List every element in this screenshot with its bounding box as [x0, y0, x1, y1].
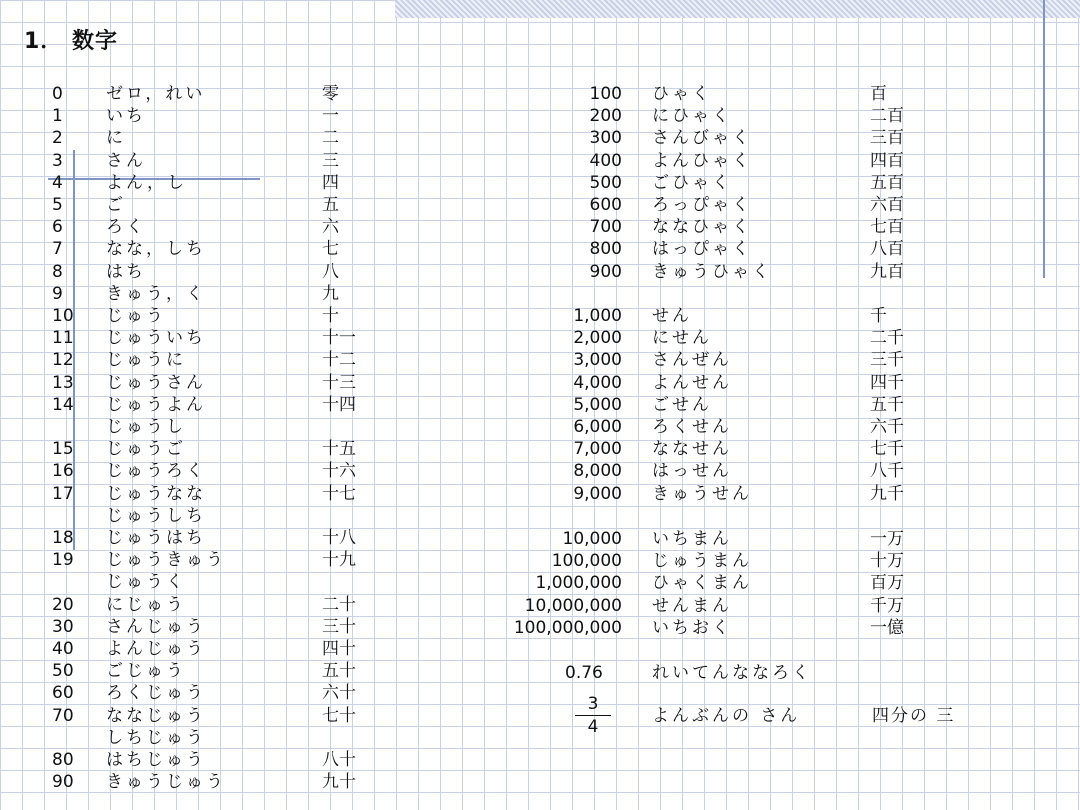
- row-kanji: 五十: [322, 661, 356, 682]
- row-reading: はっせん: [652, 461, 732, 482]
- row-reading: ひゃく: [652, 84, 712, 104]
- row-reading: じゅう: [106, 306, 166, 326]
- row-reading: じゅういち: [106, 328, 206, 349]
- row-kanji: 四十: [322, 639, 356, 659]
- row-number: 100,000,000: [513, 617, 622, 638]
- row-reading: ななせん: [652, 439, 732, 460]
- row-reading: さんびゃく: [652, 128, 752, 149]
- row-kanji: 十七: [322, 483, 356, 504]
- row-number: 600: [589, 195, 622, 215]
- fraction-bar: [575, 715, 611, 716]
- row-number: 1,000,000: [535, 573, 622, 594]
- row-kanji: 十五: [322, 439, 356, 460]
- row-kanji: 六十: [322, 683, 356, 704]
- row-kanji: 千万: [870, 595, 904, 616]
- row-kanji: 十四: [322, 394, 356, 415]
- row-number: 90: [52, 772, 74, 793]
- page-title: 1． 数字: [24, 29, 118, 54]
- row-reading: なな，しち: [106, 239, 206, 260]
- row-kanji: 四百: [870, 150, 904, 171]
- row-reading: じゅうしち: [106, 505, 206, 526]
- row-number: 6,000: [573, 417, 622, 437]
- row-kanji: 百万: [870, 573, 904, 594]
- row-kanji: 零: [322, 84, 339, 104]
- row-number: 1: [52, 106, 63, 127]
- row-reading: しちじゅう: [106, 727, 206, 748]
- row-reading: ろくせん: [652, 417, 732, 437]
- row-kanji: 九: [322, 283, 339, 304]
- decimal-value: 0.76: [565, 663, 603, 683]
- row-reading: じゅうきゅう: [106, 550, 226, 571]
- row-number: 2,000: [573, 328, 622, 349]
- row-number: 5,000: [573, 394, 622, 415]
- fraction-denominator: 4: [587, 717, 599, 737]
- row-kanji: 八千: [870, 461, 904, 482]
- row-number: 200: [589, 106, 622, 127]
- row-number: 30: [52, 616, 74, 637]
- row-kanji: 三百: [870, 128, 904, 149]
- row-kanji: 三: [322, 150, 339, 171]
- row-reading: じゅうに: [106, 350, 186, 371]
- row-reading: よんひゃく: [652, 150, 752, 171]
- row-reading: きゅうひゃく: [652, 261, 772, 282]
- row-reading: ごひゃく: [652, 172, 732, 193]
- row-kanji: 二千: [870, 328, 904, 349]
- row-kanji: 百: [870, 84, 887, 104]
- row-number: 17: [52, 483, 74, 504]
- row-reading: にじゅう: [106, 594, 186, 615]
- header-hatch-band: [395, 0, 1080, 18]
- row-kanji: 一: [322, 106, 339, 127]
- row-kanji: 十: [322, 306, 339, 326]
- decorative-vertical-line-right: [1043, 0, 1045, 278]
- row-kanji: 四千: [870, 372, 904, 393]
- row-reading: よん，し: [106, 172, 188, 193]
- row-reading: じゅうよん: [106, 394, 206, 415]
- row-reading: に: [106, 128, 126, 149]
- row-kanji: 八: [322, 261, 339, 282]
- row-reading: じゅうく: [106, 572, 186, 593]
- row-reading: きゅうじゅう: [106, 772, 226, 793]
- row-number: 13: [52, 372, 74, 393]
- row-kanji: 二十: [322, 594, 356, 615]
- row-reading: きゅう，く: [106, 283, 206, 304]
- row-reading: せん: [652, 306, 692, 326]
- row-number: 800: [589, 239, 622, 260]
- row-kanji: 六: [322, 217, 339, 238]
- row-reading: ななじゅう: [106, 705, 206, 726]
- row-reading: じゅうさん: [106, 372, 206, 393]
- row-kanji: 十一: [322, 328, 356, 349]
- row-kanji: 三十: [322, 616, 356, 637]
- row-kanji: 三千: [870, 350, 904, 371]
- row-reading: ごじゅう: [106, 661, 186, 682]
- row-number: 4: [52, 172, 63, 193]
- fraction: [575, 694, 611, 737]
- row-kanji: 十九: [322, 550, 356, 571]
- row-reading: さん: [106, 150, 146, 171]
- row-reading: ご: [106, 195, 126, 215]
- row-kanji: 五: [322, 195, 339, 215]
- row-number: 8: [52, 261, 63, 282]
- row-kanji: 十三: [322, 372, 356, 393]
- row-number: 3,000: [573, 350, 622, 371]
- row-number: 10: [52, 306, 74, 326]
- row-kanji: 十二: [322, 350, 356, 371]
- row-number: 500: [589, 172, 622, 193]
- row-reading: にひゃく: [652, 106, 732, 127]
- row-kanji: 十万: [870, 551, 904, 572]
- row-number: 50: [52, 661, 74, 682]
- row-reading: じゅうまん: [652, 551, 752, 572]
- row-kanji: 七: [322, 239, 339, 260]
- row-reading: じゅうはち: [106, 528, 206, 548]
- row-reading: じゅうろく: [106, 461, 206, 482]
- row-reading: ろっぴゃく: [652, 195, 752, 215]
- row-number: 14: [52, 394, 74, 415]
- row-reading: ろくじゅう: [106, 683, 206, 704]
- row-number: 40: [52, 639, 74, 659]
- row-number: 5: [52, 195, 63, 215]
- row-number: 700: [589, 217, 622, 238]
- row-kanji: 二百: [870, 106, 904, 127]
- row-number: 20: [52, 594, 74, 615]
- row-kanji: 十六: [322, 461, 356, 482]
- row-number: 12: [52, 350, 74, 371]
- row-kanji: 九百: [870, 261, 904, 282]
- row-reading: よんじゅう: [106, 639, 206, 659]
- row-number: 18: [52, 528, 74, 548]
- row-number: 0: [52, 84, 63, 104]
- row-kanji: 九千: [870, 483, 904, 504]
- row-number: 900: [589, 261, 622, 282]
- row-number: 100,000: [551, 551, 622, 572]
- row-kanji: 十八: [322, 528, 356, 548]
- row-number: 15: [52, 439, 74, 460]
- row-reading: きゅうせん: [652, 483, 752, 504]
- row-reading: ごせん: [652, 394, 712, 415]
- row-number: 9: [52, 283, 63, 304]
- row-kanji: 七十: [322, 705, 356, 726]
- row-reading: はち: [106, 261, 146, 282]
- row-reading: よんせん: [652, 372, 732, 393]
- row-reading: せんまん: [652, 595, 732, 616]
- row-number: 8,000: [573, 461, 622, 482]
- row-number: 6: [52, 217, 63, 238]
- row-reading: ひゃくまん: [652, 573, 752, 594]
- row-reading: ろく: [106, 217, 146, 238]
- row-kanji: 七百: [870, 217, 904, 238]
- row-number: 3: [52, 150, 63, 171]
- row-kanji: 八百: [870, 239, 904, 260]
- row-number: 300: [589, 128, 622, 149]
- row-reading: じゅうご: [106, 439, 186, 460]
- row-number: 60: [52, 683, 74, 704]
- row-kanji: 五千: [870, 394, 904, 415]
- row-kanji: 千: [870, 306, 887, 326]
- row-number: 2: [52, 128, 63, 149]
- row-reading: はっぴゃく: [652, 239, 752, 260]
- row-reading: ゼロ，れい: [106, 84, 206, 104]
- row-kanji: 七千: [870, 439, 904, 460]
- fraction-reading: よんぶんの さん: [652, 706, 801, 726]
- row-kanji: 二: [322, 128, 339, 149]
- row-number: 400: [589, 150, 622, 171]
- fraction-kanji: 四分の 三: [872, 706, 956, 726]
- row-number: 100: [589, 84, 622, 104]
- row-number: 4,000: [573, 372, 622, 393]
- decimal-reading: れいてんななろく: [652, 663, 812, 683]
- row-reading: いちおく: [652, 617, 732, 638]
- row-number: 9,000: [573, 483, 622, 504]
- fraction-numerator: 3: [587, 694, 599, 714]
- row-reading: いち: [106, 106, 146, 127]
- row-reading: はちじゅう: [106, 750, 206, 770]
- row-kanji: 六百: [870, 195, 904, 215]
- row-kanji: 一万: [870, 529, 904, 549]
- row-number: 70: [52, 705, 74, 726]
- row-kanji: 五百: [870, 172, 904, 193]
- row-reading: さんじゅう: [106, 616, 206, 637]
- row-kanji: 一億: [870, 617, 904, 638]
- row-number: 7: [52, 239, 63, 260]
- row-kanji: 八十: [322, 750, 356, 770]
- row-number: 1,000: [573, 306, 622, 326]
- row-reading: じゅうなな: [106, 483, 206, 504]
- row-reading: じゅうし: [106, 417, 186, 437]
- row-number: 19: [52, 550, 74, 571]
- row-number: 10,000,000: [524, 595, 622, 616]
- row-kanji: 六千: [870, 417, 904, 437]
- row-number: 80: [52, 750, 74, 770]
- row-reading: いちまん: [652, 529, 732, 549]
- row-reading: ななひゃく: [652, 217, 752, 238]
- row-number: 16: [52, 461, 74, 482]
- row-kanji: 四: [322, 172, 339, 193]
- row-number: 7,000: [573, 439, 622, 460]
- row-reading: にせん: [652, 328, 712, 349]
- row-number: 10,000: [562, 529, 622, 549]
- row-kanji: 九十: [322, 772, 356, 793]
- row-reading: さんぜん: [652, 350, 732, 371]
- row-number: 11: [52, 328, 74, 349]
